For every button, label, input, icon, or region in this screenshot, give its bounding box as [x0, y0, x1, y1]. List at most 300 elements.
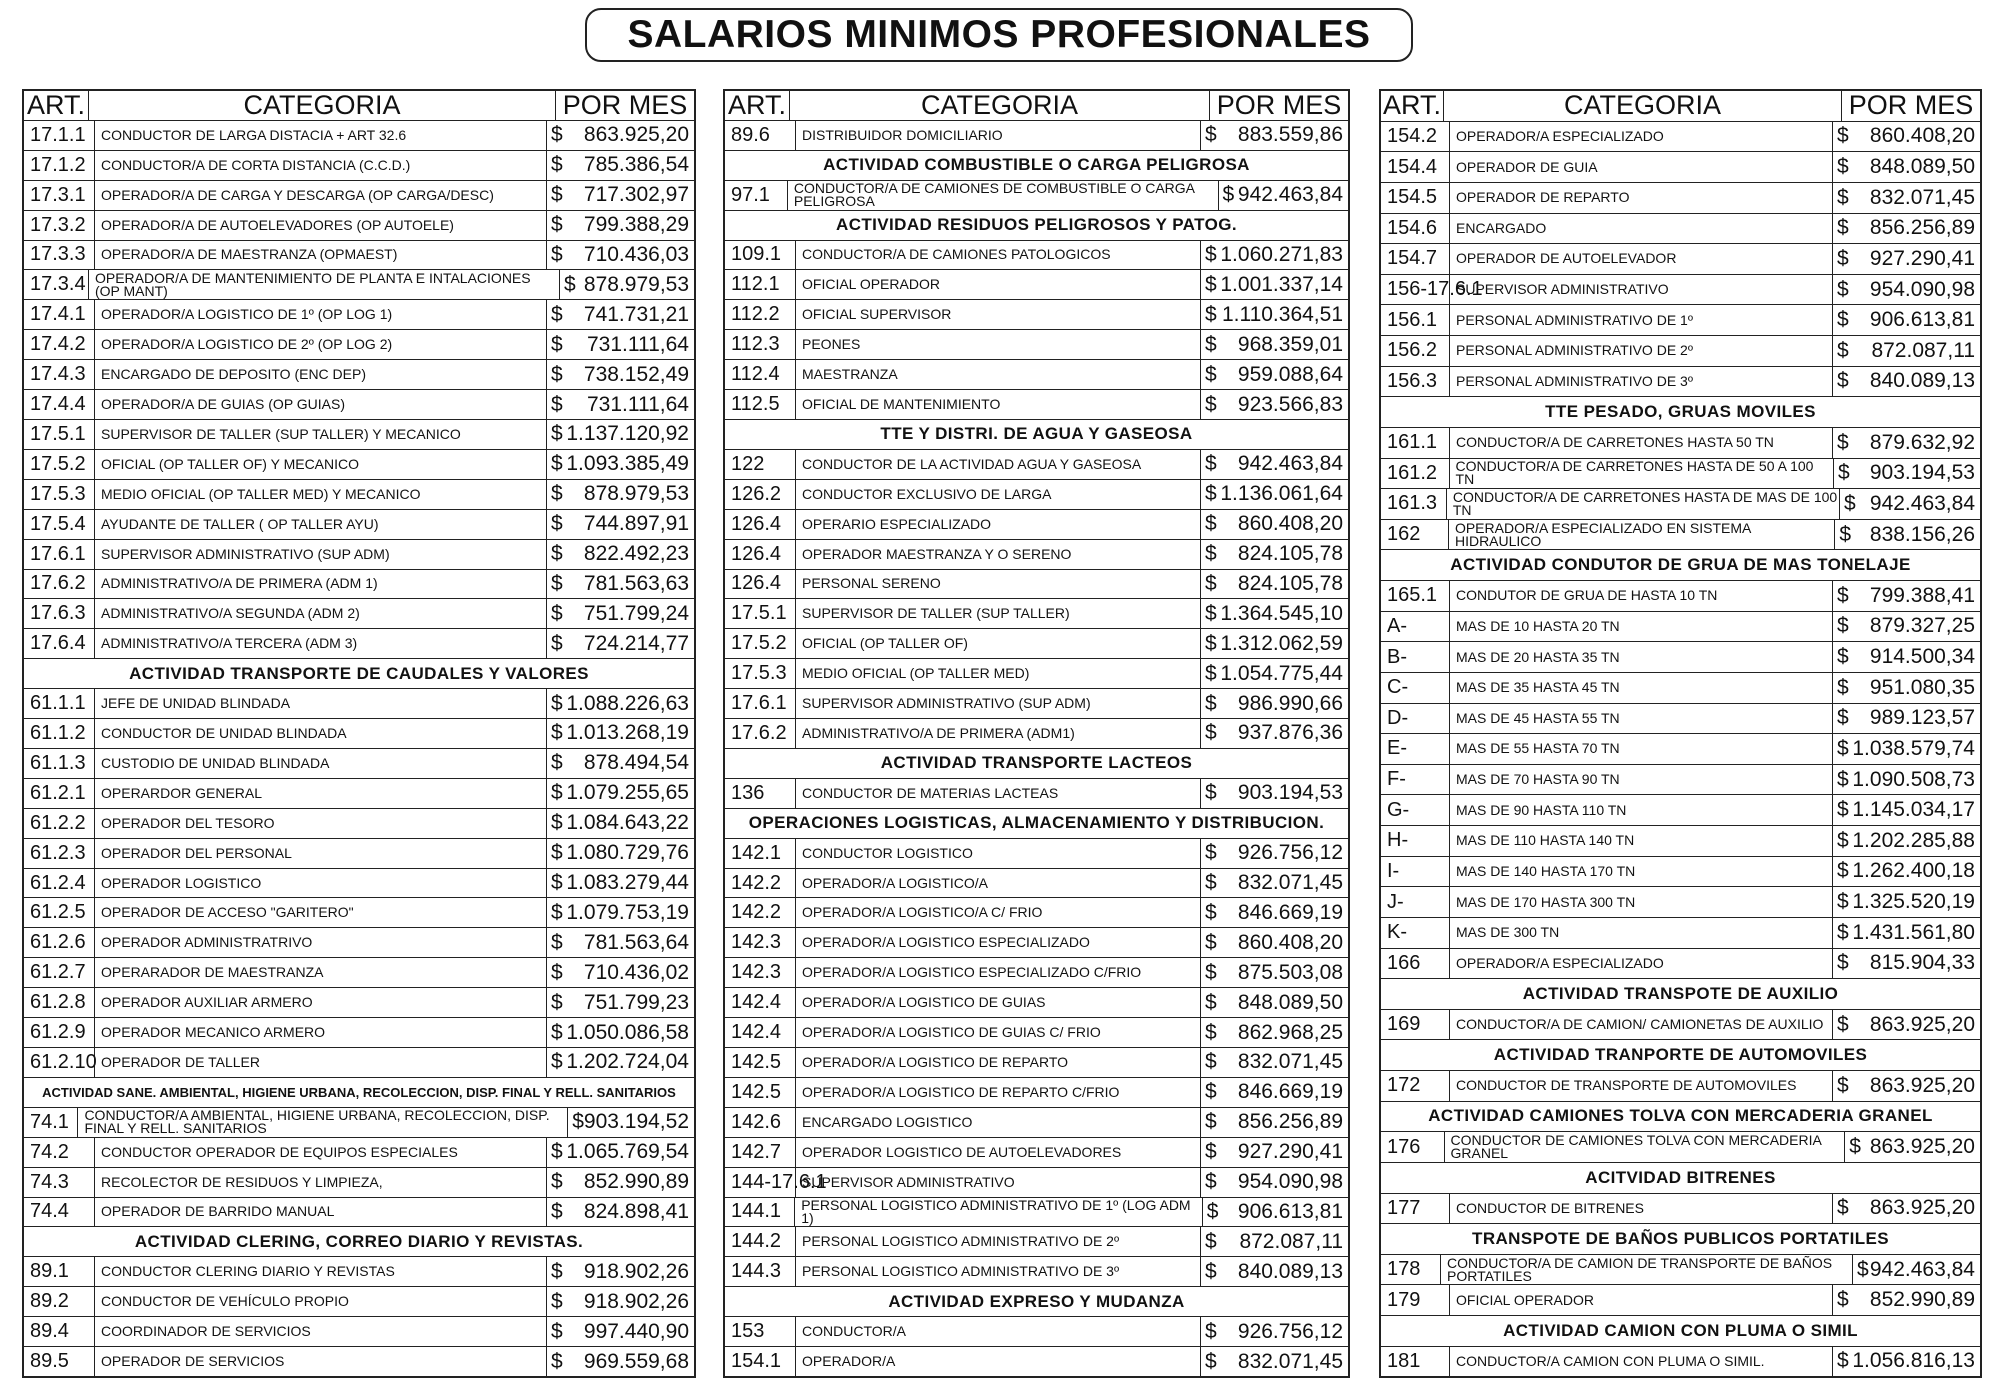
currency-symbol: $ — [1205, 332, 1217, 356]
monthly-salary — [547, 689, 694, 718]
salary-amount: 1.079.255,65 — [566, 781, 689, 805]
salary-amount: 875.503,08 — [1237, 960, 1343, 984]
header-categoria: CATEGORIA — [89, 91, 556, 120]
table-row — [24, 988, 694, 1018]
article-number: 17.5.1 — [24, 420, 95, 449]
category-name: OFICIAL OPERADOR — [796, 270, 1201, 299]
salary-amount: 918.902,26 — [583, 1289, 689, 1313]
monthly-salary — [547, 450, 694, 479]
monthly-salary — [547, 599, 694, 628]
currency-symbol: $ — [1205, 1020, 1217, 1044]
salary-amount: 1.088.226,63 — [566, 691, 689, 715]
article-number: 144.2 — [725, 1227, 796, 1256]
monthly-salary — [560, 270, 694, 299]
monthly-salary — [547, 629, 694, 658]
monthly-salary — [1833, 857, 1980, 887]
article-number: 17.5.2 — [24, 450, 95, 479]
monthly-salary — [1833, 949, 1980, 979]
category-name: OPERADOR/A ESPECIALIZADO — [1450, 949, 1833, 979]
table-row — [725, 898, 1348, 928]
salary-amount: 846.669,19 — [1237, 1080, 1343, 1104]
header-categoria: CATEGORIA — [1444, 91, 1842, 121]
monthly-salary — [547, 330, 694, 359]
currency-symbol: $ — [551, 542, 563, 566]
table-row — [725, 241, 1348, 271]
category-name: RECOLECTOR DE RESIDUOS Y LIMPIEZA, — [95, 1168, 547, 1197]
monthly-salary — [1833, 612, 1980, 642]
article-number: 74.3 — [24, 1168, 95, 1197]
monthly-salary — [547, 390, 694, 419]
monthly-salary — [1833, 244, 1980, 274]
table-row — [24, 330, 694, 360]
currency-symbol: $ — [1839, 522, 1852, 546]
article-number: D- — [1381, 704, 1450, 734]
category-name: AYUDANTE DE TALLER ( OP TALLER AYU) — [95, 510, 547, 539]
category-name: CUSTODIO DE UNIDAD BLINDADA — [95, 749, 547, 778]
salary-amount: 1.060.271,83 — [1220, 242, 1343, 266]
monthly-salary — [1833, 305, 1980, 335]
monthly-salary — [547, 779, 694, 808]
monthly-salary — [1201, 1168, 1348, 1197]
table-row — [725, 1138, 1348, 1168]
monthly-salary — [1833, 428, 1980, 458]
monthly-salary — [1833, 152, 1980, 182]
currency-symbol: $ — [1205, 781, 1217, 805]
table-row — [24, 540, 694, 570]
section-heading: ACTIVIDAD TRANSPOTE DE AUXILIO — [1381, 979, 1980, 1010]
section-heading: ACTIVIDAD CLERING, CORREO DIARIO Y REVISTAS. — [24, 1227, 694, 1257]
currency-symbol: $ — [1205, 661, 1217, 685]
monthly-salary — [1833, 336, 1980, 366]
currency-symbol: $ — [551, 1170, 563, 1194]
currency-symbol: $ — [551, 721, 563, 745]
article-number: 178 — [1381, 1255, 1441, 1285]
table-row — [725, 1048, 1348, 1078]
article-number: 112.5 — [725, 390, 796, 419]
monthly-salary — [547, 1317, 694, 1346]
category-name: ENCARGADO DE DEPOSITO (ENC DEP) — [95, 360, 547, 389]
section-heading: TTE PESADO, GRUAS MOVILES — [1381, 397, 1980, 428]
monthly-salary — [1203, 1198, 1348, 1227]
currency-symbol: $ — [1205, 571, 1217, 595]
currency-symbol: $ — [1205, 1319, 1217, 1343]
currency-symbol: $ — [1837, 430, 1849, 454]
monthly-salary — [1201, 1018, 1348, 1047]
category-name: OPERADOR/A LOGISTICO/A C/ FRIO — [796, 898, 1201, 927]
currency-symbol: $ — [551, 900, 563, 924]
article-number: 61.2.8 — [24, 988, 95, 1017]
category-name: CONDUCTOR DE MATERIAS LACTEAS — [796, 779, 1201, 808]
salary-amount: 1.090.508,73 — [1852, 767, 1975, 791]
article-number: 61.2.1 — [24, 779, 95, 808]
salary-amount: 1.013.268,19 — [566, 721, 689, 745]
article-number: G- — [1381, 795, 1450, 825]
category-name: PERSONAL LOGISTICO ADMINISTRATIVO DE 2º — [796, 1227, 1201, 1256]
salary-amount: 1.083.279,44 — [566, 871, 689, 895]
article-number: 17.6.1 — [725, 689, 796, 718]
table-row — [24, 270, 694, 300]
article-number: 154.2 — [1381, 122, 1450, 152]
section-heading: OPERACIONES LOGISTICAS, ALMACENAMIENTO Y DISTRIBUCION. — [725, 809, 1348, 839]
table-row — [24, 1018, 694, 1048]
monthly-salary — [1833, 1194, 1980, 1224]
table-row — [1381, 734, 1980, 765]
salary-amount: 954.090,98 — [1869, 277, 1975, 301]
currency-symbol: $ — [1837, 614, 1849, 638]
category-name: CONDUCTOR DE TRANSPORTE DE AUTOMOVILES — [1450, 1071, 1833, 1101]
salary-amount: 942.463,84 — [1869, 1257, 1975, 1281]
currency-symbol: $ — [551, 841, 563, 865]
section-heading: ACTIVIDAD CONDUTOR DE GRUA DE MAS TONELAJE — [1381, 550, 1980, 581]
salary-amount: 951.080,35 — [1869, 675, 1975, 699]
article-number: 74.1 — [24, 1108, 78, 1137]
article-number: 142.3 — [725, 928, 796, 957]
article-number: 154.5 — [1381, 183, 1450, 213]
salary-amount: 926.756,12 — [1237, 841, 1343, 865]
currency-symbol: $ — [1837, 736, 1849, 760]
article-number: 17.5.3 — [725, 659, 796, 688]
article-number: 136 — [725, 779, 796, 808]
currency-symbol: $ — [1837, 890, 1849, 914]
currency-symbol: $ — [1837, 1012, 1849, 1036]
salary-amount: 863.925,20 — [583, 123, 689, 147]
monthly-salary — [547, 928, 694, 957]
category-name: PERSONAL LOGISTICO ADMINISTRATIVO DE 3º — [796, 1257, 1201, 1286]
monthly-salary — [1201, 570, 1348, 599]
table-row — [1381, 244, 1980, 275]
table-row — [725, 1347, 1348, 1376]
salary-amount: 741.731,21 — [583, 302, 689, 326]
category-name: PERSONAL ADMINISTRATIVO DE 1º — [1450, 305, 1833, 335]
salary-amount: 1.079.753,19 — [566, 900, 689, 924]
category-name: PEONES — [796, 330, 1201, 359]
category-name: MAS DE 90 HASTA 110 TN — [1450, 795, 1833, 825]
table-row — [24, 510, 694, 540]
salary-amount: 906.613,81 — [1237, 1199, 1343, 1223]
currency-symbol: $ — [551, 781, 563, 805]
category-name: PERSONAL SERENO — [796, 570, 1201, 599]
salary-amount: 860.408,20 — [1869, 124, 1975, 148]
currency-symbol: $ — [1837, 767, 1849, 791]
category-name: SUPERVISOR ADMINISTRATIVO (SUP ADM) — [796, 689, 1201, 718]
article-number: 153 — [725, 1317, 796, 1346]
article-number: 89.5 — [24, 1347, 95, 1376]
table-row — [1381, 459, 1980, 490]
table-row — [725, 1108, 1348, 1138]
table-row — [24, 121, 694, 151]
category-name: OPERADOR/A ESPECIALIZADO EN SISTEMA HIDRAULICO — [1449, 520, 1835, 550]
salary-amount: 781.563,64 — [583, 930, 689, 954]
salary-amount: 878.494,54 — [583, 751, 689, 775]
currency-symbol: $ — [551, 392, 563, 416]
table-row — [24, 599, 694, 629]
currency-symbol: $ — [1849, 1135, 1861, 1159]
article-number: 156.2 — [1381, 336, 1450, 366]
article-number: 142.2 — [725, 869, 796, 898]
monthly-salary — [1833, 275, 1980, 305]
monthly-salary — [1201, 839, 1348, 868]
table-row — [24, 360, 694, 390]
monthly-salary — [547, 1257, 694, 1286]
monthly-salary — [1201, 390, 1348, 419]
table-row — [24, 1198, 694, 1228]
table-row — [725, 270, 1348, 300]
table-row — [24, 300, 694, 330]
table-row — [24, 1347, 694, 1376]
category-name: OPERADOR DE AUTOELEVADOR — [1450, 244, 1833, 274]
category-name: CONDUCTOR/A CAMION CON PLUMA O SIMIL. — [1450, 1347, 1833, 1377]
table-row — [24, 151, 694, 181]
category-name: OFICIAL (OP TALLER OF) — [796, 629, 1201, 658]
table-row — [1381, 795, 1980, 826]
category-name: COORDINADOR DE SERVICIOS — [95, 1317, 547, 1346]
table-row — [24, 958, 694, 988]
salary-amount: 832.071,45 — [1237, 1050, 1343, 1074]
currency-symbol: $ — [1837, 155, 1849, 179]
monthly-salary — [1201, 360, 1348, 389]
article-number: E- — [1381, 734, 1450, 764]
currency-symbol: $ — [551, 1050, 563, 1074]
table-row — [725, 181, 1348, 211]
salary-amount: 986.990,66 — [1237, 691, 1343, 715]
category-name: CONDUCTOR EXCLUSIVO DE LARGA — [796, 480, 1201, 509]
currency-symbol: $ — [551, 811, 563, 835]
currency-symbol: $ — [551, 1259, 563, 1283]
table-header-row — [24, 91, 694, 121]
article-number: 97.1 — [725, 181, 788, 210]
monthly-salary — [547, 1168, 694, 1197]
article-number: 181 — [1381, 1347, 1450, 1377]
currency-symbol: $ — [551, 123, 563, 147]
article-number: 17.4.2 — [24, 330, 95, 359]
monthly-salary — [1201, 480, 1348, 509]
currency-symbol: $ — [564, 272, 576, 296]
salary-amount: 1.001.337,14 — [1220, 272, 1343, 296]
currency-symbol: $ — [1837, 1196, 1849, 1220]
section-heading: ACTIVIDAD RESIDUOS PELIGROSOS Y PATOG. — [725, 211, 1348, 241]
currency-symbol: $ — [551, 1349, 563, 1373]
category-name: CONDUCTOR DE VEHÍCULO PROPIO — [95, 1287, 547, 1316]
salary-amount: 878.979,53 — [583, 482, 689, 506]
category-name: CONDUCTOR/A DE CORTA DISTANCIA (C.C.D.) — [95, 151, 547, 180]
table-row — [1381, 336, 1980, 367]
article-number: 142.3 — [725, 958, 796, 987]
category-name: ENCARGADO LOGISTICO — [796, 1108, 1201, 1137]
currency-symbol: $ — [551, 213, 563, 237]
article-number: 154.6 — [1381, 214, 1450, 244]
table-row — [1381, 857, 1980, 888]
table-row — [1381, 949, 1980, 980]
header-por-mes: POR MES — [1848, 90, 1974, 121]
currency-symbol: $ — [1205, 512, 1217, 536]
article-number: 17.5.4 — [24, 510, 95, 539]
table-row — [1381, 122, 1980, 153]
currency-symbol: $ — [1843, 491, 1856, 515]
currency-symbol: $ — [1205, 1050, 1217, 1074]
salary-amount: 824.105,78 — [1237, 571, 1343, 595]
monthly-salary — [1833, 1071, 1980, 1101]
currency-symbol: $ — [1837, 277, 1849, 301]
table-row — [1381, 1285, 1980, 1316]
section-heading: ACTIVIDAD EXPRESO Y MUDANZA — [725, 1287, 1348, 1317]
currency-symbol: $ — [551, 153, 563, 177]
header-categoria: CATEGORIA — [790, 91, 1210, 120]
currency-symbol: $ — [1837, 798, 1849, 822]
salary-table-left — [22, 89, 696, 1378]
salary-amount: 824.105,78 — [1237, 542, 1343, 566]
salary-amount: 968.359,01 — [1237, 332, 1343, 356]
salary-amount: 954.090,98 — [1237, 1170, 1343, 1194]
article-number: 61.2.2 — [24, 809, 95, 838]
currency-symbol: $ — [1205, 721, 1217, 745]
category-name: CONDUCTOR/A DE CARRETONES HASTA 50 TN — [1450, 428, 1833, 458]
table-row — [725, 1198, 1348, 1228]
monthly-salary — [547, 241, 694, 270]
category-name: MAS DE 170 HASTA 300 TN — [1450, 887, 1833, 917]
category-name: SUPERVISOR DE TALLER (SUP TALLER) — [796, 599, 1201, 628]
category-name: SUPERVISOR DE TALLER (SUP TALLER) Y MECANICO — [95, 420, 547, 449]
salary-amount: 731.111,64 — [587, 332, 689, 356]
salary-amount: 815.904,33 — [1869, 951, 1975, 975]
salary-amount: 989.123,57 — [1869, 706, 1975, 730]
table-row — [1381, 1194, 1980, 1225]
table-row — [24, 1317, 694, 1347]
table-row — [1381, 183, 1980, 214]
article-number: I- — [1381, 857, 1450, 887]
monthly-salary — [1201, 659, 1348, 688]
table-row — [24, 241, 694, 271]
article-number: 165.1 — [1381, 581, 1450, 611]
currency-symbol: $ — [551, 930, 563, 954]
salary-amount: 872.087,11 — [1871, 338, 1975, 362]
category-name: CONDUCTOR/A DE CAMIONES DE COMBUSTIBLE O CARGA PELIGROSA — [788, 181, 1219, 210]
salary-amount: 832.071,45 — [1237, 871, 1343, 895]
salary-amount: 997.440,90 — [583, 1319, 689, 1343]
salary-amount: 927.290,41 — [1237, 1140, 1343, 1164]
category-name: CONDUCTOR/A DE CAMION DE TRANSPORTE DE BAÑOS PORTATILES — [1441, 1255, 1853, 1285]
monthly-salary — [1201, 121, 1348, 150]
article-number: 144-17.6.1 — [725, 1168, 796, 1197]
salary-amount: 937.876,36 — [1237, 721, 1343, 745]
monthly-salary — [1201, 270, 1348, 299]
monthly-salary — [547, 719, 694, 748]
currency-symbol: $ — [551, 1199, 563, 1223]
category-name: ENCARGADO — [1450, 214, 1833, 244]
table-row — [1381, 765, 1980, 796]
monthly-salary — [1201, 1227, 1348, 1256]
table-row — [24, 570, 694, 600]
monthly-salary — [1833, 1010, 1980, 1040]
monthly-salary — [547, 988, 694, 1017]
monthly-salary — [1201, 330, 1348, 359]
currency-symbol: $ — [551, 452, 563, 476]
monthly-salary — [1833, 795, 1980, 825]
header-art: ART. — [725, 91, 790, 120]
category-name: CONDUCTOR DE BITRENES — [1450, 1194, 1833, 1224]
currency-symbol: $ — [551, 631, 563, 655]
article-number: 156-17.6.1 — [1381, 275, 1450, 305]
article-number: 161.1 — [1381, 428, 1450, 458]
article-number: 17.4.1 — [24, 300, 95, 329]
section-heading: TTE Y DISTRI. DE AGUA Y GASEOSA — [725, 420, 1348, 450]
table-header-row — [725, 91, 1348, 121]
salary-amount: 846.669,19 — [1237, 900, 1343, 924]
currency-symbol: $ — [551, 1020, 563, 1044]
article-number: 112.1 — [725, 270, 796, 299]
currency-symbol: $ — [1837, 583, 1849, 607]
salary-table-middle — [723, 89, 1350, 1378]
salary-amount: 1.093.385,49 — [566, 452, 689, 476]
currency-symbol: $ — [1205, 452, 1217, 476]
salary-amount: 856.256,89 — [1869, 216, 1975, 240]
monthly-salary — [1845, 1132, 1980, 1162]
article-number: 17.3.4 — [24, 270, 89, 299]
category-name: MAS DE 70 HASTA 90 TN — [1450, 765, 1833, 795]
salary-amount: 863.925,20 — [1869, 1073, 1975, 1097]
section-heading: ACTIVIDAD TRANPORTE DE AUTOMOVILES — [1381, 1040, 1980, 1071]
category-name: CONDUCTOR DE LA ACTIVIDAD AGUA Y GASEOSA — [796, 450, 1201, 479]
monthly-salary — [1201, 300, 1348, 329]
table-row — [24, 420, 694, 450]
category-name: MAS DE 45 HASTA 55 TN — [1450, 704, 1833, 734]
monthly-salary — [1201, 898, 1348, 927]
monthly-salary — [1833, 183, 1980, 213]
currency-symbol: $ — [551, 960, 563, 984]
currency-symbol: $ — [1205, 542, 1217, 566]
monthly-salary — [547, 1287, 694, 1316]
article-number: 17.6.2 — [24, 570, 95, 599]
article-number: 154.1 — [725, 1347, 796, 1376]
currency-symbol: $ — [1837, 461, 1850, 485]
category-name: OFICIAL OPERADOR — [1450, 1285, 1833, 1315]
section-heading: ACTIVIDAD COMBUSTIBLE O CARGA PELIGROSA — [725, 151, 1348, 181]
article-number: 154.4 — [1381, 152, 1450, 182]
currency-symbol: $ — [1205, 960, 1217, 984]
currency-symbol: $ — [1837, 124, 1849, 148]
table-row — [1381, 152, 1980, 183]
category-name: OPERARDOR GENERAL — [95, 779, 547, 808]
table-row — [1381, 887, 1980, 918]
salary-amount: 1.136.061,64 — [1220, 482, 1343, 506]
monthly-salary — [1201, 1317, 1348, 1346]
article-number: 126.4 — [725, 540, 796, 569]
monthly-salary — [547, 1048, 694, 1077]
monthly-salary — [547, 1198, 694, 1227]
table-header-row — [1381, 91, 1980, 122]
category-name: CONDUCTOR/A DE CARRETONES HASTA DE MAS DE 100 TN — [1447, 489, 1840, 519]
article-number: 177 — [1381, 1194, 1450, 1224]
monthly-salary — [547, 121, 694, 150]
monthly-salary — [1201, 241, 1348, 270]
salary-amount: 731.111,64 — [587, 392, 689, 416]
monthly-salary — [547, 1347, 694, 1376]
category-name: OPERADOR/A DE CARGA Y DESCARGA (OP CARGA/DESC) — [95, 181, 547, 210]
category-name: MAS DE 35 HASTA 45 TN — [1450, 673, 1833, 703]
category-name: CONDUCTOR DE CAMIONES TOLVA CON MERCADERIA GRANEL — [1445, 1132, 1846, 1162]
article-number: 126.2 — [725, 480, 796, 509]
salary-amount: 751.799,23 — [583, 990, 689, 1014]
article-number: 89.4 — [24, 1317, 95, 1346]
salary-amount: 751.799,24 — [583, 601, 689, 625]
table-row — [1381, 826, 1980, 857]
currency-symbol: $ — [1222, 183, 1235, 207]
currency-symbol: $ — [1205, 691, 1217, 715]
article-number: 89.6 — [725, 121, 796, 150]
monthly-salary — [1833, 673, 1980, 703]
category-name: CONDUCTOR/A AMBIENTAL, HIGIENE URBANA, RECOLECCION, DISP. FINAL Y RELL. SANITARIOS — [78, 1108, 568, 1137]
table-row — [1381, 1347, 1980, 1377]
salary-amount: 883.559,86 — [1237, 123, 1343, 147]
